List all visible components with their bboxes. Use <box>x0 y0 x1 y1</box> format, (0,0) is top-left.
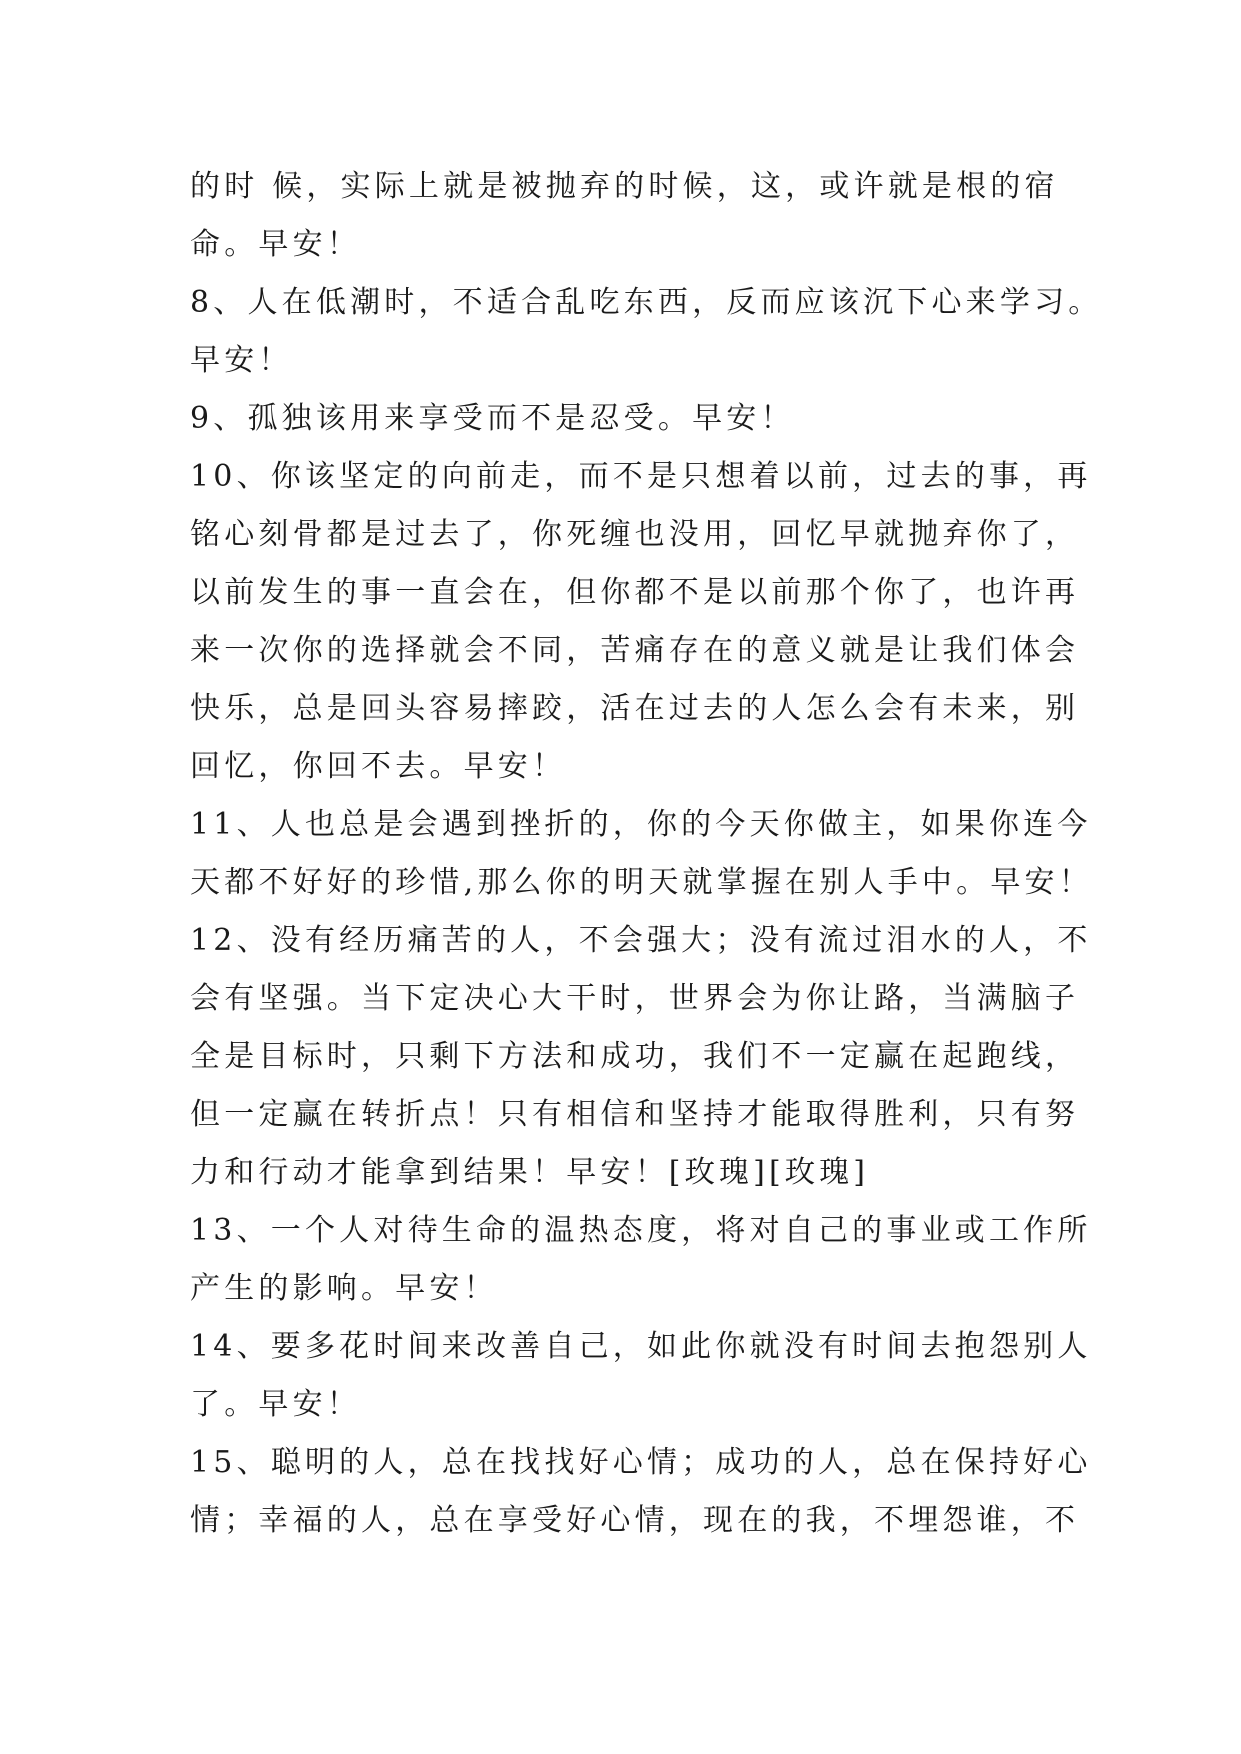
text-line: 但一定赢在转折点！只有相信和坚持才能取得胜利，只有努 <box>190 1097 1080 1132</box>
text-line: 以前发生的事一直会在，但你都不是以前那个你了，也许再 <box>190 575 1080 610</box>
document-body <box>190 158 1103 1550</box>
text-line: 8、人在低潮时，不适合乱吃东西，反而应该沉下心来学习。 <box>190 285 1103 320</box>
text-line: 11、人也总是会遇到挫折的，你的今天你做主，如果你连今 <box>190 807 1092 842</box>
text-line: 来一次你的选择就会不同，苦痛存在的意义就是让我们体会 <box>190 633 1080 668</box>
text-line: 全是目标时，只剩下方法和成功，我们不一定赢在起跑线， <box>190 1039 1080 1074</box>
text-line: 命。早安！ <box>190 227 361 262</box>
text-line: 产生的影响。早安！ <box>190 1271 498 1306</box>
text-line: 12、没有经历痛苦的人，不会强大；没有流过泪水的人，不 <box>190 923 1092 958</box>
text-line: 会有坚强。当下定决心大干时，世界会为你让路，当满脑子 <box>190 981 1080 1016</box>
text-line: 天都不好好的珍惜,那么你的明天就掌握在别人手中。早安！ <box>190 865 1093 900</box>
text-line: 情；幸福的人，总在享受好心情，现在的我，不埋怨谁，不 <box>190 1503 1080 1538</box>
text-line: 回忆，你回不去。早安！ <box>190 749 567 784</box>
text-line: 的时 候，实际上就是被抛弃的时候，这，或许就是根的宿 <box>190 169 1059 204</box>
text-line: 力和行动才能拿到结果！早安！[玫瑰][玫瑰] <box>190 1155 870 1190</box>
text-line: 快乐，总是回头容易摔跤，活在过去的人怎么会有未来，别 <box>190 691 1080 726</box>
text-line: 了。早安！ <box>190 1387 361 1422</box>
text-line: 15、聪明的人，总在找找好心情；成功的人，总在保持好心 <box>190 1445 1092 1480</box>
text-line: 10、你该坚定的向前走，而不是只想着以前，过去的事，再 <box>190 459 1092 494</box>
text-line: 9、孤独该用来享受而不是忍受。早安！ <box>190 401 795 436</box>
text-line: 14、要多花时间来改善自己，如此你就没有时间去抱怨别人 <box>190 1329 1092 1364</box>
text-line: 铭心刻骨都是过去了，你死缠也没用，回忆早就抛弃你了， <box>190 517 1080 552</box>
text-line: 早安！ <box>190 343 293 378</box>
text-line: 13、一个人对待生命的温热态度，将对自己的事业或工作所 <box>190 1213 1092 1248</box>
